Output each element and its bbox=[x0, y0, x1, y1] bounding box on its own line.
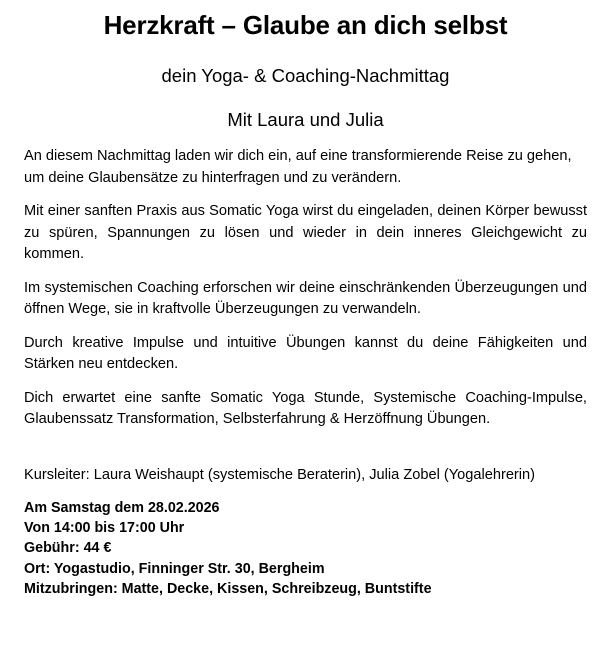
hosts-line: Mit Laura und Julia bbox=[227, 109, 384, 130]
course-leaders: Kursleiter: Laura Weishaupt (systemische Beraterin), Julia Zobel (Yogalehrerin) bbox=[24, 466, 536, 483]
event-location: Ort: Yogastudio, Finninger Str. 30, Bergheim bbox=[24, 560, 325, 577]
description-paragraph: An diesem Nachmittag laden wir dich ein, auf eine transformierende Reise zu gehen, um deine Glaubensätze zu hinterfragen und zu verändern. bbox=[24, 148, 572, 186]
event-time: Von 14:00 bis 17:00 Uhr bbox=[24, 520, 185, 537]
event-details bbox=[24, 498, 587, 599]
description-paragraph: Im systemischen Coaching erforschen wir deine einschränkenden Überzeugungen und öffnen Wege, sie in kraftvolle Überzeugungen zu verwandeln. bbox=[24, 279, 587, 317]
event-date: Am Samstag dem 28.02.2026 bbox=[24, 500, 220, 516]
page-title: Herzkraft – Glaube an dich selbst bbox=[103, 10, 508, 40]
description-paragraph: Mit einer sanften Praxis aus Somatic Yoga wirst du eingeladen, deinen Körper bewusst zu spüren, Spannungen zu lösen und wieder in dein inneres Gleichgewicht zu kommen. bbox=[24, 203, 587, 262]
event-bring-list: Mitzubringen: Matte, Decke, Kissen, Schreibzeug, Buntstifte bbox=[24, 580, 432, 597]
description-paragraph: Durch kreative Impulse und intuitive Übungen kannst du deine Fähigkeiten und Stärken neu entdecken. bbox=[24, 334, 587, 372]
event-fee: Gebühr: 44 € bbox=[24, 540, 112, 557]
page-subtitle: dein Yoga- & Coaching-Nachmittag bbox=[161, 65, 450, 86]
description-section bbox=[24, 146, 587, 431]
description-paragraph: Dich erwartet eine sanfte Somatic Yoga Stunde, Systemische Coaching-Impulse, Glaubenssatz Transformation, Selbsterfahrung & Herzöffnung Übungen. bbox=[24, 389, 587, 427]
